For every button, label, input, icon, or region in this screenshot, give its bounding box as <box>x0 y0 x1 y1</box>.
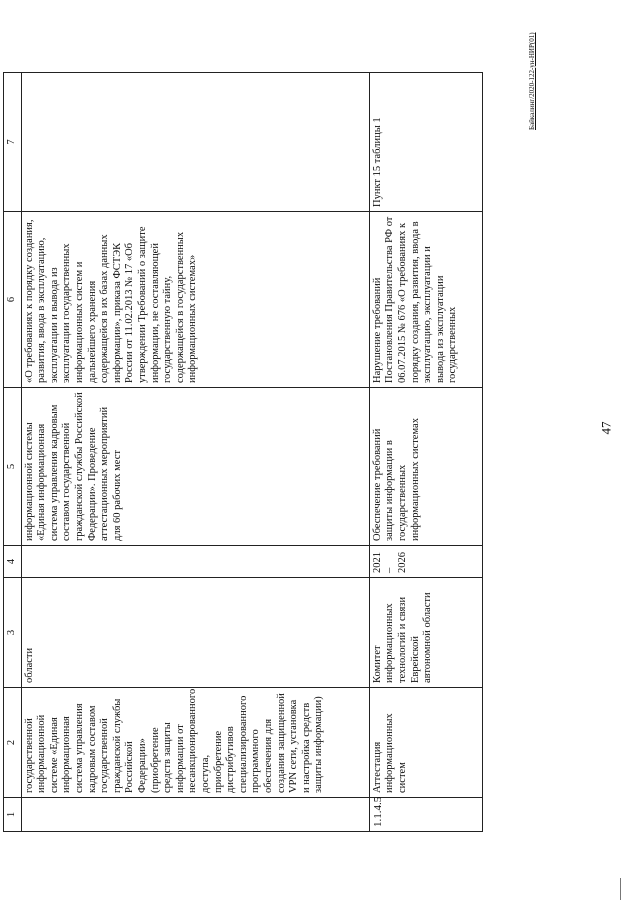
header-cell-7: 7 <box>4 73 22 212</box>
program-table <box>3 72 483 832</box>
page-number: 47 <box>598 421 614 435</box>
header-cell-5: 5 <box>4 388 22 546</box>
indicator-link <box>21 73 369 212</box>
implementation-period: 2021 – 2026 <box>369 546 482 578</box>
header-cell-6: 6 <box>4 212 22 388</box>
consequences: Нарушение требований Постановления Правительства РФ от 06.07.2015 № 676 «О требованиях к порядку создания, развития, ввода в эксплуатацию, эксплуатации и вывода из эксплуатации государственных <box>369 212 482 388</box>
responsible-executor: Комитет информационных технологий и связи Еврейской автономной области <box>369 578 482 688</box>
expected-result: информационной системы «Единая информационная система управления кадровым составом государственной гражданской службы Российской Федерации». Проведение аттестационных мероприятий для 60 рабочих мест <box>21 388 369 546</box>
registration-stamp: Байкалинг/2020-122-ун-НИР(01) <box>528 32 536 130</box>
header-cell-1: 1 <box>4 798 22 832</box>
rotated-table-wrapper <box>3 72 483 832</box>
header-cell-3: 3 <box>4 578 22 688</box>
implementation-period <box>21 546 369 578</box>
margin-mark <box>620 878 621 900</box>
header-row <box>4 73 22 832</box>
responsible-executor: области <box>21 578 369 688</box>
table-row <box>21 73 369 832</box>
event-name: Аттестация информационных систем <box>369 688 482 798</box>
expected-result: Обеспечение требований защиты информации в государственных информационных системах <box>369 388 482 546</box>
consequences: «О требованиях к порядку создания, развития, ввода в эксплуатацию, эксплуатации и вывода из эксплуатации государственных информационных систем и дальнейшего хранения содержащейся в их базах данных информации», приказа ФСТЭК России от 11.02.2013 № 17 «Об утверждении Требований о защите информации, не составляющей государственную тайну, содержащейся в государственных информационных системах» <box>21 212 369 388</box>
header-cell-4: 4 <box>4 546 22 578</box>
row-number: 1.1.4.5 <box>369 798 482 832</box>
event-name: государственной информационной системе «Единая информационная система управления кадровым составом государственной гражданской службы Российской Федерации» (приобретение средств защиты информации от несанкционированного доступа, приобретение дистрибутивов специализированного программного обеспечения для создания защищенной VPN сети, установка и настройка средств защиты информации) <box>21 688 369 798</box>
header-cell-2: 2 <box>4 688 22 798</box>
indicator-link: Пункт 15 таблицы 1 <box>369 73 482 212</box>
table-row <box>369 73 482 832</box>
row-number <box>21 798 369 832</box>
